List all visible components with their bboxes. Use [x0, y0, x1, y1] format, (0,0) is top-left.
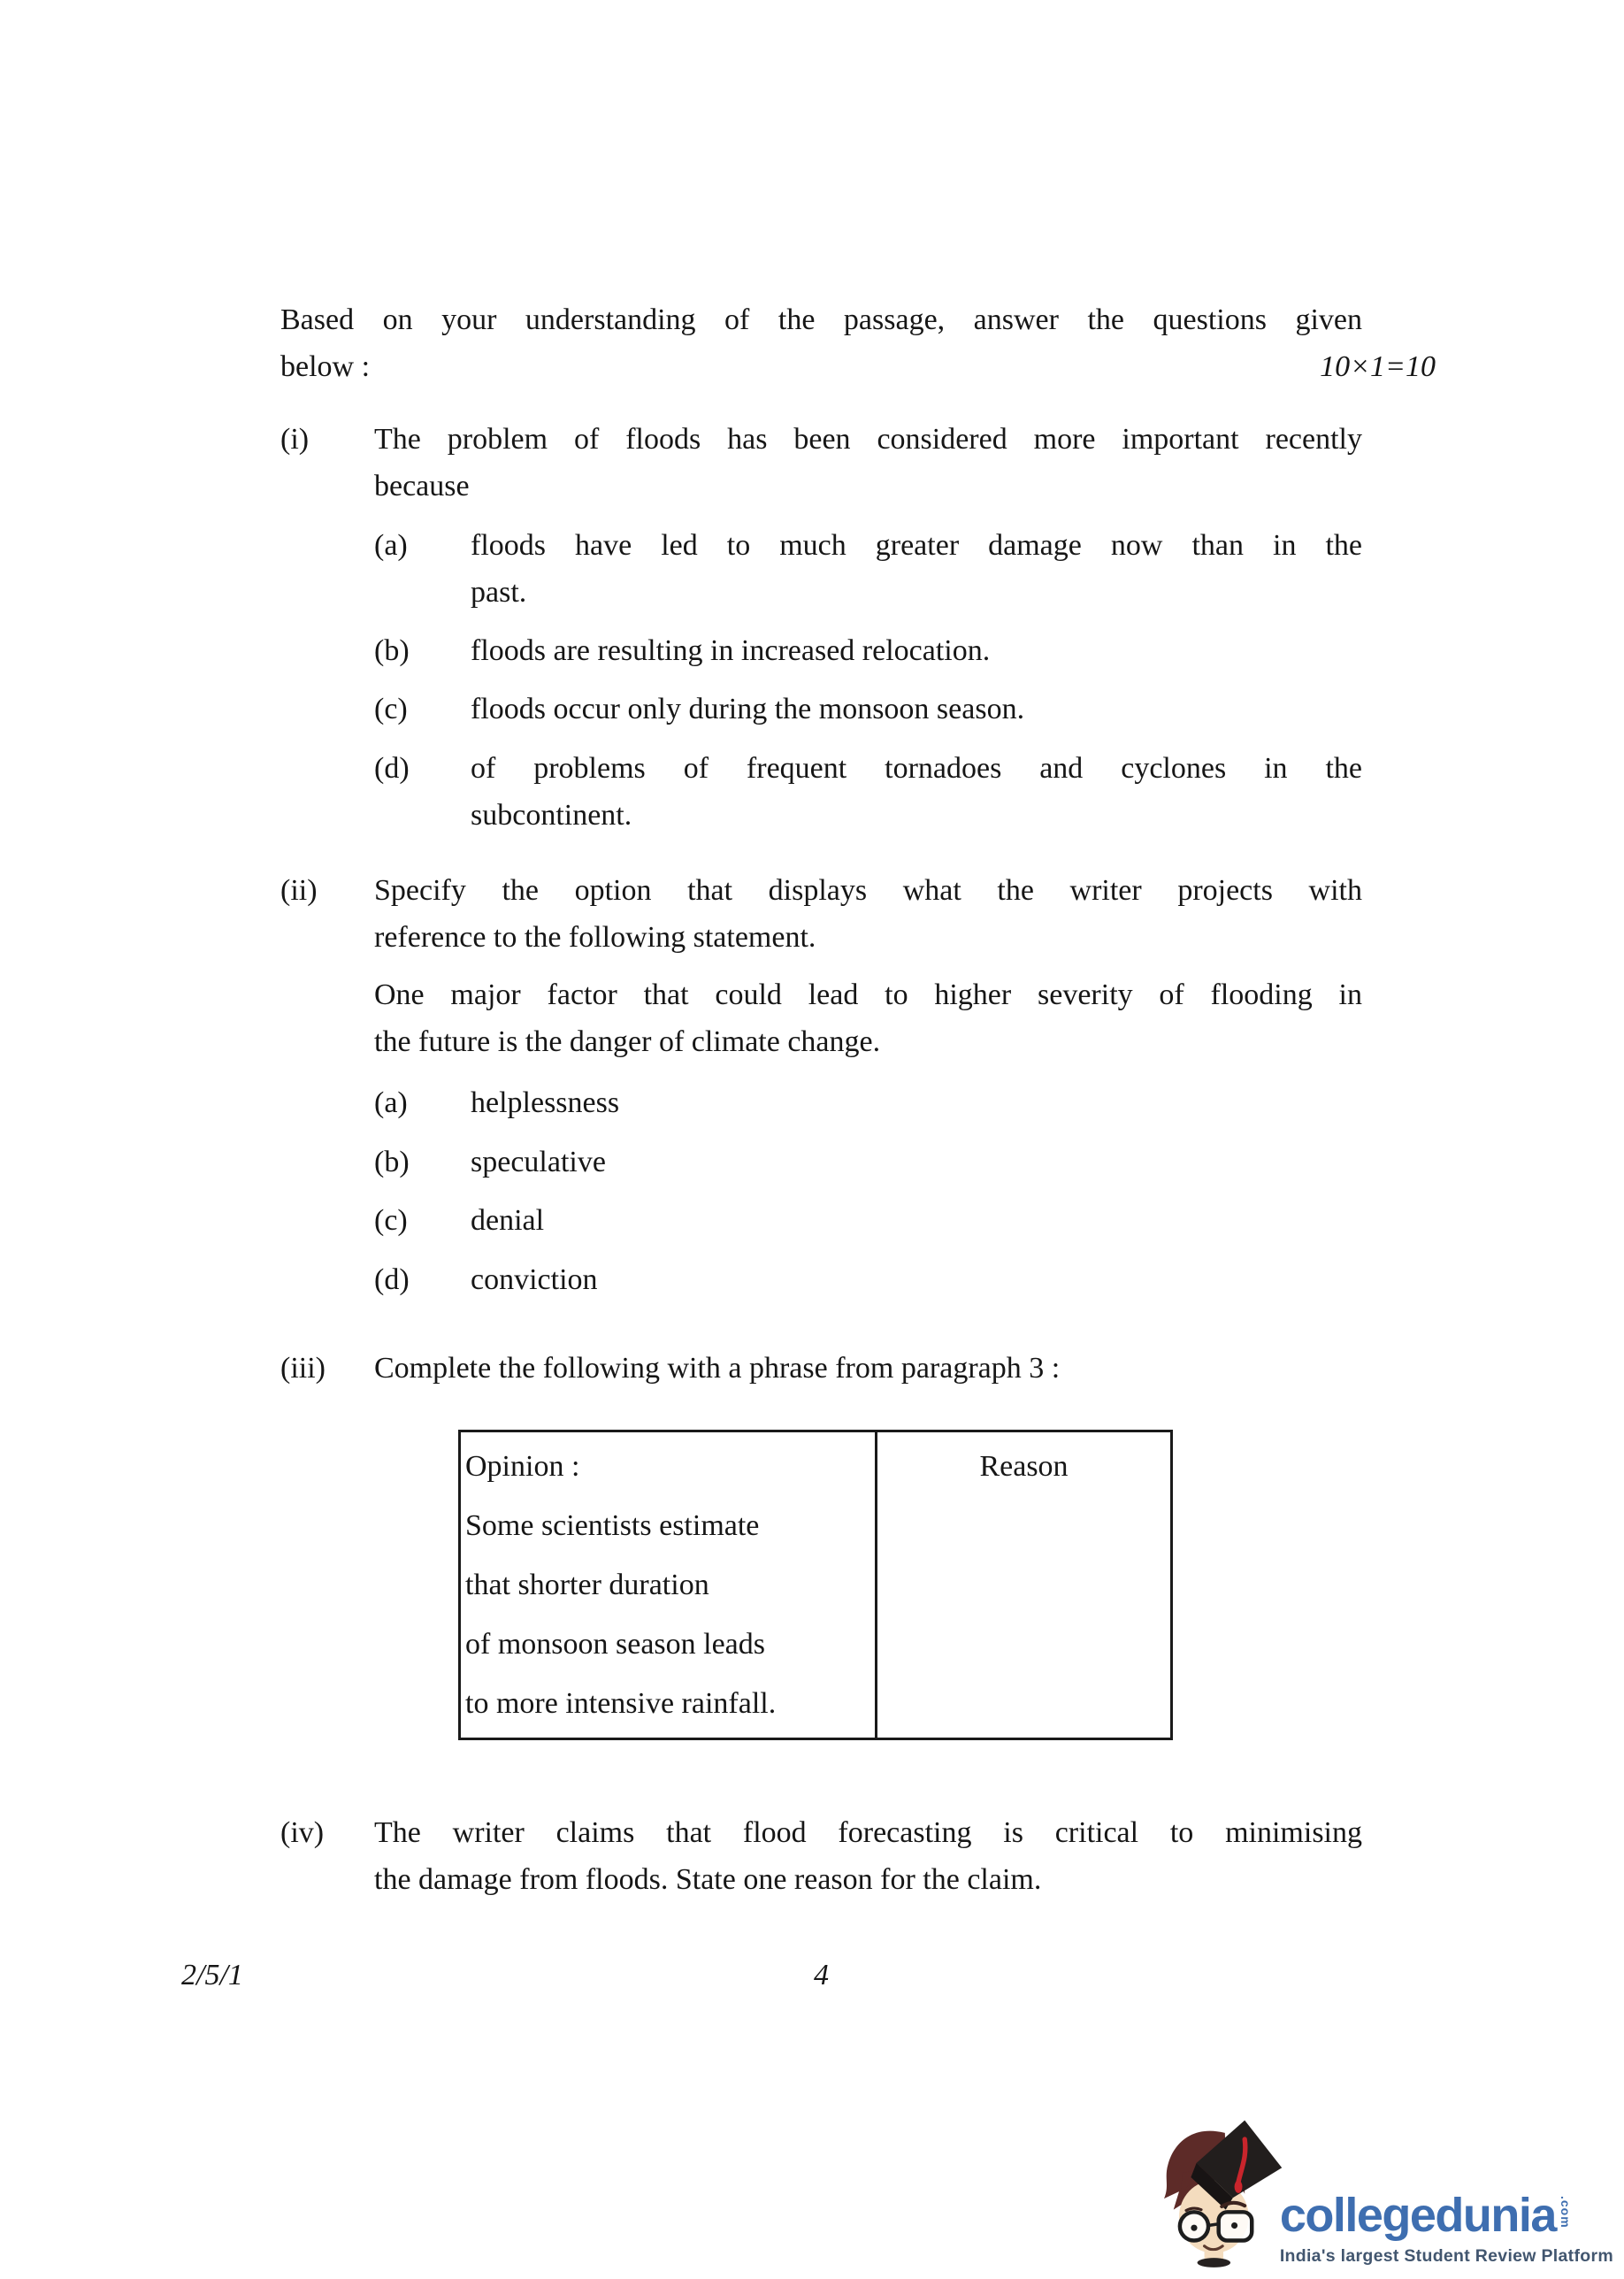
option-row-b [374, 627, 1362, 674]
option-text [471, 686, 1362, 733]
question-iv-body [374, 1809, 1362, 1903]
option-label: (b) [374, 1146, 410, 1178]
brand-text: collegedunia [1279, 2189, 1556, 2242]
opinion-reason-table [458, 1430, 1173, 1740]
reason-cell [877, 1431, 1172, 1739]
option-text-line: floods are resulting in increased relocation. [471, 634, 991, 667]
reason-header: Reason [979, 1450, 1069, 1483]
option-row-b [374, 1139, 1362, 1186]
option-label: (a) [374, 1086, 408, 1119]
option-text: conviction [471, 1263, 598, 1296]
question-ii-number: (ii) [280, 874, 318, 907]
question-iv [280, 1809, 1362, 1903]
option-label: (c) [374, 1204, 408, 1237]
opinion-line: Opinion : [465, 1450, 580, 1483]
brand-row [1280, 2191, 1613, 2240]
question-text-line: Complete the following with a phrase from paragraph 3 : [374, 1352, 1061, 1385]
option-text-line: past. [471, 576, 527, 609]
table-row [460, 1431, 1172, 1739]
question-i-body [374, 416, 1362, 839]
statement-paragraph [374, 971, 1362, 1065]
option-text-line: floods occur only during the monsoon season. [471, 693, 1025, 725]
option-label: (d) [374, 752, 410, 785]
question-text-line: The writer claims that flood forecasting is critical to minimising [374, 1816, 1362, 1849]
option-text: denial [471, 1204, 545, 1237]
option-text [471, 745, 1362, 839]
option-text-line: of problems of frequent tornadoes and cyclones in the [471, 752, 1362, 785]
intro-line-2: below : [280, 350, 371, 383]
page-number: 4 [814, 1959, 829, 1991]
opinion-line: to more intensive rainfall. [465, 1687, 777, 1720]
marks-value: 10×1=10 [1320, 350, 1436, 383]
opinion-line: of monsoon season leads [465, 1628, 766, 1661]
option-text [471, 627, 1362, 674]
question-i [280, 416, 1362, 839]
option-text: helplessness [471, 1086, 620, 1119]
option-row-c [374, 686, 1362, 733]
option-row-a [374, 1079, 1362, 1126]
option-text-line: subcontinent. [471, 799, 632, 832]
question-text-line: reference to the following statement. [374, 921, 816, 954]
question-iii-body [374, 1345, 1362, 1392]
statement-line: One major factor that could lead to higher severity of flooding in [374, 978, 1362, 1011]
option-row-d [374, 1256, 1362, 1303]
page-content [280, 296, 1436, 1903]
question-ii [280, 867, 1362, 1303]
question-text-line: because [374, 470, 470, 503]
option-row-d [374, 745, 1362, 839]
opinion-cell [460, 1431, 877, 1739]
intro-line-1: Based on your understanding of the passage, answer the questions given [280, 303, 1362, 336]
question-iii [280, 1345, 1362, 1392]
option-text: speculative [471, 1146, 606, 1178]
logo-tagline: India's largest Student Review Platform [1279, 2246, 1613, 2266]
option-label: (b) [374, 634, 410, 667]
graduate-boy-mascot-icon [1149, 2109, 1283, 2272]
opinion-line: that shorter duration [465, 1569, 709, 1601]
option-row-a [374, 522, 1362, 616]
option-label: (c) [374, 693, 408, 725]
brand-domain-text: .com [1558, 2196, 1573, 2229]
intro-line-2-row [280, 343, 1436, 390]
question-text-line: the damage from floods. State one reason for the claim. [374, 1863, 1042, 1896]
option-label: (d) [374, 1263, 410, 1296]
question-i-number: (i) [280, 423, 310, 456]
logo-text-block [1280, 2191, 1613, 2272]
option-text [471, 522, 1362, 616]
option-text-line: floods have led to much greater damage now than in the [471, 529, 1362, 562]
collegedunia-logo [1149, 2109, 1613, 2272]
opinion-line: Some scientists estimate [465, 1509, 760, 1542]
question-text-line: The problem of floods has been considered more important recently [374, 423, 1362, 456]
option-row-c [374, 1197, 1362, 1244]
paper-code: 2/5/1 [181, 1959, 243, 1991]
option-label: (a) [374, 529, 408, 562]
question-iv-number: (iv) [280, 1816, 325, 1849]
question-ii-body [374, 867, 1362, 1303]
statement-line: the future is the danger of climate change. [374, 1025, 881, 1058]
intro-paragraph [280, 296, 1436, 390]
question-text-line: Specify the option that displays what the writer projects with [374, 874, 1362, 907]
question-iii-number: (iii) [280, 1352, 326, 1385]
